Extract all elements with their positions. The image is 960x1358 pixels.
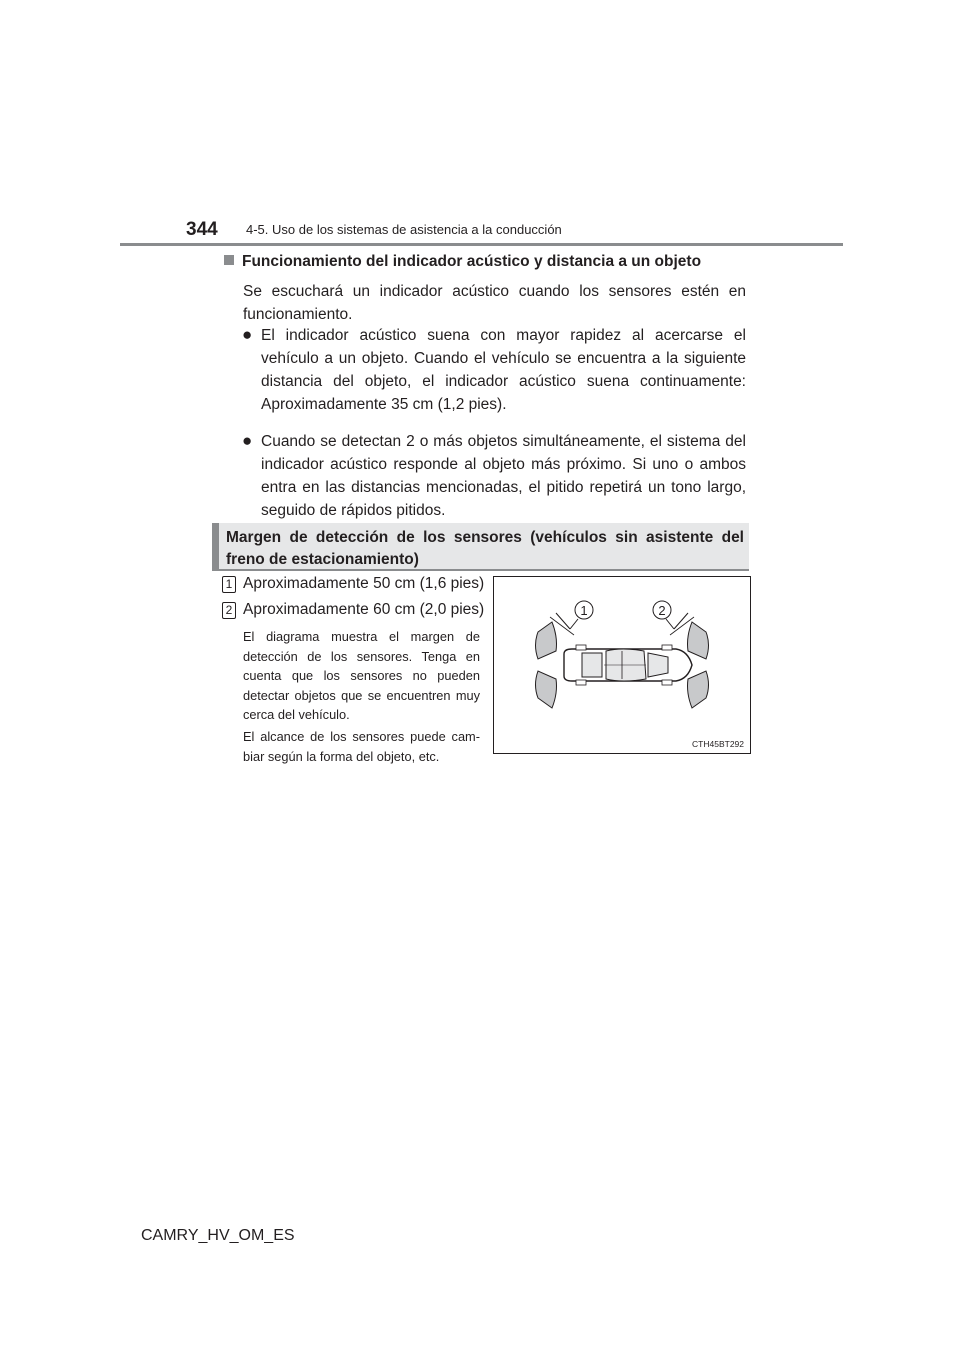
intro-paragraph: Se escuchará un indicador acústico cuando los sensores estén en funcionamiento. [243,283,746,323]
sensor-range-diagram [493,576,751,754]
item-number-2: 2 [222,602,236,619]
front-right-sensor-zone [688,622,709,659]
section-heading-text: Funcionamiento del indicador acústico y distancia a un objeto [242,253,702,270]
box-accent-bar [212,523,219,571]
document-id: CAMRY_HV_OM_ES [141,1227,295,1244]
diagram-note: El diagrama muestra el margen de detección de los sensores. Tenga en cuenta que los sensores no pueden detectar objetos que se encuentren muy cerca del vehículo. [243,629,480,722]
callout-line-1 [570,619,578,629]
square-bullet-icon [224,255,234,265]
page-number: 344 [186,219,218,240]
vehicle-top-view [564,645,692,685]
header-divider [120,243,843,246]
callout-label-1: 1 [580,603,588,618]
section-heading [224,253,701,271]
item-text-1: Aproximadamente 50 cm (1,6 pies) [243,575,485,592]
rear-right-sensor-zone [688,671,709,708]
bullet-item: Cuando se detectan 2 o más objetos simultáneamente, el sistema del indicador acústico responde al objeto más próximo. Si uno o ambos entra en las distancias mencionadas, el pitido repetirá un tono largo, seguido de rápidos pitidos. [261,433,746,519]
front-left-sensor-zone [536,622,557,659]
bullet-dot-icon: ● [242,431,253,450]
running-header: 4-5. Uso de los sistemas de asistencia a la conducción [246,222,562,237]
figure-code: CTH45BT292 [692,739,744,749]
bullet-item: El indicador acústico suena con mayor rapidez al acercarse el vehículo a un objeto. Cuando el vehículo se encuentra a la siguiente distancia del objeto, el indicador acústico suena continuamente: Aproximadamente 35 cm (1,2 pies). [261,327,746,413]
detection-range-title: Margen de detección de los sensores (vehículos sin asistente del freno de estacionamiento) [226,529,744,568]
callout-label-2: 2 [658,603,666,618]
item-number-1: 1 [222,576,236,593]
callout-line-2 [666,619,674,629]
rear-left-sensor-zone [536,671,557,708]
range-note: El alcance de los sensores puede cambiar según la forma del objeto, etc. [243,729,480,764]
bullet-dot-icon: ● [242,325,253,344]
item-text-2: Aproximadamente 60 cm (2,0 pies) [243,601,485,618]
sensor-diagram-svg [494,577,750,753]
